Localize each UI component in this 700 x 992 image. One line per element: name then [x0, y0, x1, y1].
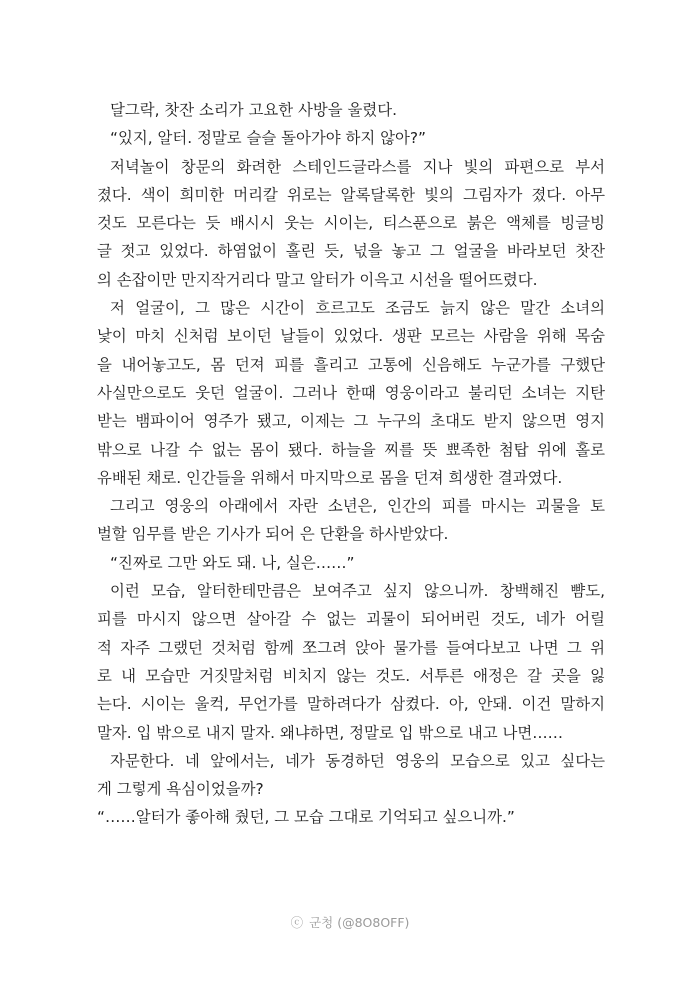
text-line: 저녁놀이 창문의 화려한 스테인드글라스를 지나 빛의 파편으로 부서	[110, 157, 605, 176]
text-line: 밖으로 나갈 수 없는 몸이 됐다. 하늘을 찌를 뜻 뾰족한 첨탑 위에 홀로	[97, 440, 605, 459]
text-line: 피를 마시지 않으면 살아갈 수 없는 괴물이 되어버린 것도, 네가 어릴	[97, 610, 605, 629]
author-credit: 군청 (@8O8OFF)	[309, 915, 410, 930]
text-line: 저 얼굴이, 그 많은 시간이 흐르고도 조금도 늙지 않은 말간 소녀의	[110, 299, 605, 318]
text-line: 는다. 시이는 울컥, 무언가를 말하려다가 삼켰다. 아, 안돼. 이건 말하지	[97, 695, 605, 714]
text-line: 말자. 입 밖으로 내지 말자. 왜냐하면, 정말로 입 밖으로 내고 나면……	[97, 723, 564, 742]
text-line: 것도 모른다는 듯 배시시 웃는 시이는, 티스푼으로 붉은 액체를 빙글빙	[97, 214, 605, 233]
text-line: 게 그렇게 욕심이었을까?	[97, 780, 264, 799]
text-line: 낯이 마치 신처럼 보이던 날들이 있었다. 생판 모르는 사람을 위해 목숨	[97, 327, 605, 346]
text-line: 벌할 임무를 받은 기사가 되어 은 단환을 하사받았다.	[97, 525, 449, 544]
copyright-footer	[0, 913, 700, 931]
text-line: 로 내 모습만 거짓말처럼 비치지 않는 것도. 서투른 애정은 갈 곳을 잃	[97, 666, 605, 685]
text-line: 달그락, 찻잔 소리가 고요한 사방을 울렸다.	[110, 101, 397, 119]
copyright-icon: ⓒ	[290, 915, 304, 930]
text-line: “……알터가 좋아해 줬던, 그 모습 그대로 기억되고 싶으니까.”	[97, 808, 515, 827]
text-line: 이런 모습, 알터한테만큼은 보여주고 싶지 않으니까. 창백해진 뺨도,	[110, 582, 605, 601]
text-line: 사실만으로도 웃던 얼굴이. 그러나 한때 영웅이라고 불리던 소녀는 지탄	[97, 383, 605, 402]
text-line: “있지, 알터. 정말로 슬슬 돌아가야 하지 않아?”	[110, 129, 426, 148]
story-body	[97, 96, 605, 832]
text-line: 받는 뱀파이어 영주가 됐고, 이제는 그 누구의 초대도 받지 않으면 영지	[97, 412, 605, 431]
text-line: 을 내어놓고도, 몸 던져 피를 흘리고 고통에 신음해도 누군가를 구했단	[97, 355, 605, 374]
text-line: “진짜로 그만 와도 돼. 나, 실은……”	[110, 553, 355, 572]
text-line: 졌다. 색이 희미한 머리칼 위로는 알록달록한 빛의 그림자가 졌다. 아무	[97, 185, 605, 204]
text-line: 유배된 채로. 인간들을 위해서 마지막으로 몸을 던져 희생한 결과였다.	[97, 468, 563, 487]
text-line: 그리고 영웅의 아래에서 자란 소년은, 인간의 피를 마시는 괴물을 토	[110, 497, 605, 516]
text-line: 자문한다. 네 앞에서는, 네가 동경하던 영웅의 모습으로 있고 싶다는	[110, 751, 605, 770]
text-line: 글 젓고 있었다. 하염없이 홀린 듯, 넋을 놓고 그 얼굴을 바라보던 찻잔	[97, 242, 605, 261]
text-line: 의 손잡이만 만지작거리다 말고 알터가 이윽고 시선을 떨어뜨렸다.	[97, 270, 538, 289]
text-line: 적 자주 그랬던 것처럼 함께 쪼그려 앉아 물가를 들여다보고 나면 그 위	[97, 638, 605, 657]
